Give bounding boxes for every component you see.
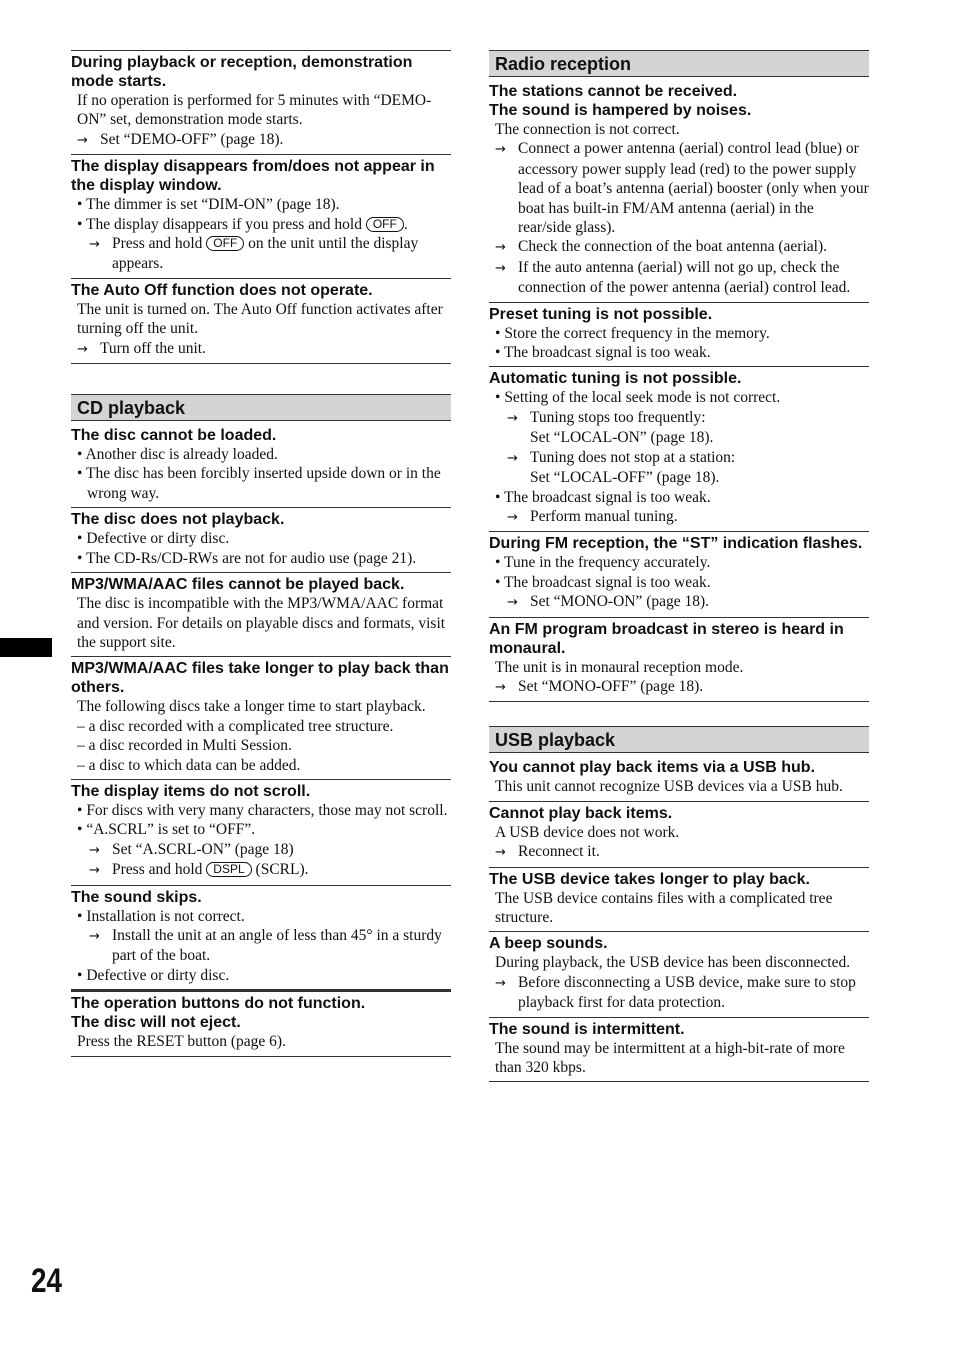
trouble-action: → Set “A.SCRL-ON” (page 18)	[71, 840, 451, 860]
trouble-block-scroll	[71, 780, 451, 886]
trouble-block-st-flashes	[489, 532, 869, 617]
bullet-item: • The CD-Rs/CD-RWs are not for audio use (page 21).	[77, 549, 417, 567]
arrow-icon: →	[495, 845, 506, 861]
trouble-action: → Set “MONO-OFF” (page 18).	[489, 677, 869, 697]
section-title-usb: USB playback	[489, 726, 869, 753]
trouble-text: Press the RESET button (page 6).	[77, 1033, 286, 1051]
trouble-heading: The USB device takes longer to play back.	[489, 870, 810, 888]
trouble-action: → If the auto antenna (aerial) will not go up, check the connection of the power antenna (aerial) control lead.	[495, 258, 851, 297]
trouble-action: → Set “DEMO-OFF” (page 18).	[71, 130, 451, 150]
left-column	[71, 50, 451, 1057]
arrow-icon: →	[495, 240, 506, 256]
dash-item: – a disc recorded in Multi Session.	[77, 737, 292, 755]
arrow-icon: →	[89, 842, 100, 858]
trouble-text: The USB device contains files with a complicated tree structure.	[495, 889, 833, 926]
trouble-heading: A beep sounds.	[489, 935, 608, 953]
trouble-block-cd-load	[71, 424, 451, 508]
trouble-text: The unit is turned on. The Auto Off function activates after turning off the unit.	[77, 300, 443, 338]
trouble-heading: Cannot play back items.	[489, 804, 673, 822]
bullet-item: • The disc has been forcibly inserted upside down or in the wrong way.	[77, 465, 441, 502]
trouble-block-buttons	[71, 990, 451, 1056]
trouble-block-display	[71, 155, 451, 279]
trouble-heading: Preset tuning is not possible.	[489, 305, 713, 323]
trouble-block-cd-playback	[71, 508, 451, 573]
trouble-text: The connection is not correct.	[495, 121, 680, 138]
trouble-block-intermittent	[489, 1018, 869, 1083]
trouble-action: → Turn off the unit.	[71, 339, 451, 359]
bullet-item: • Defective or dirty disc.	[77, 530, 230, 548]
trouble-text: During playback, the USB device has been disconnected.	[495, 954, 851, 972]
trouble-heading: MP3/WMA/AAC files take longer to play back than others.	[71, 660, 449, 697]
section-title-radio: Radio reception	[489, 50, 869, 77]
trouble-action: → Connect a power antenna (aerial) control lead (blue) or accessory power supply lead (red) to the power supply lead of a boat’s antenna (aerial) booster (only when your boat has built-in FM/AM antenna (aerial) in the rear/side glass).	[495, 140, 869, 237]
trouble-heading: MP3/WMA/AAC files cannot be played back.	[71, 576, 405, 594]
trouble-action: → Install the unit at an angle of less than 45° in a sturdy part of the boat.	[89, 926, 442, 965]
trouble-heading: The disc does not playback.	[71, 511, 285, 529]
trouble-block-auto-off	[71, 279, 451, 364]
trouble-action-detail: Set “LOCAL-ON” (page 18).	[530, 429, 714, 447]
trouble-heading: Automatic tuning is not possible.	[489, 370, 742, 388]
trouble-block-preset	[489, 303, 869, 368]
trouble-action-detail: Set “LOCAL-OFF” (page 18).	[530, 469, 720, 487]
arrow-icon: →	[507, 410, 518, 426]
trouble-text: The disc is incompatible with the MP3/WMA/AAC format and version. For details on playable discs and formats, visit the support site.	[77, 595, 446, 651]
bullet-item: • Tune in the frequency accurately.	[495, 554, 711, 572]
trouble-heading: You cannot play back items via a USB hub.	[489, 759, 816, 777]
bullet-item: • The dimmer is set “DIM-ON” (page 18).	[77, 196, 340, 214]
trouble-heading: During FM reception, the “ST” indication flashes.	[489, 535, 863, 553]
trouble-heading: The disc will not eject.	[71, 1014, 241, 1032]
trouble-action: → Check the connection of the boat antenna (aerial).	[489, 237, 869, 257]
trouble-block-usb-play	[489, 802, 869, 868]
page-number: 24	[31, 1262, 63, 1300]
arrow-icon: →	[507, 450, 518, 466]
bullet-item: • Another disc is already loaded.	[77, 446, 278, 464]
trouble-action: → Tuning does not stop at a station:	[489, 448, 869, 468]
trouble-heading: The Auto Off function does not operate.	[71, 281, 373, 299]
section-tab-marker	[0, 638, 52, 657]
bullet-item: • The broadcast signal is too weak.	[495, 488, 711, 506]
section-title-cd-playback: CD playback	[71, 394, 451, 421]
trouble-heading: The disc cannot be loaded.	[71, 427, 277, 445]
trouble-heading: The stations cannot be received.	[489, 83, 738, 100]
trouble-heading: The sound is intermittent.	[489, 1020, 685, 1038]
trouble-action: → Perform manual tuning.	[489, 507, 869, 527]
trouble-action: → Press and hold OFF on the unit until the display appears.	[89, 235, 419, 273]
bullet-item: • Store the correct frequency in the memory.	[495, 324, 770, 342]
trouble-block-monaural	[489, 618, 869, 703]
trouble-text: The unit is in monaural reception mode.	[495, 658, 744, 676]
trouble-text: A USB device does not work.	[495, 823, 680, 841]
trouble-heading: An FM program broadcast in stereo is heard in monaural.	[489, 620, 844, 657]
arrow-icon: →	[495, 142, 506, 158]
arrow-icon: →	[507, 509, 518, 525]
arrow-icon: →	[495, 260, 506, 276]
arrow-icon: →	[507, 595, 518, 611]
trouble-action: → Tuning stops too frequently:	[489, 408, 869, 428]
bullet-item: • “A.SCRL” is set to “OFF”.	[77, 821, 256, 839]
trouble-block-demo	[71, 50, 451, 155]
trouble-block-stations	[489, 80, 869, 303]
trouble-heading: The display disappears from/does not appear in the display window.	[71, 158, 435, 195]
trouble-block-mp3-longer	[71, 657, 451, 780]
dash-item: – a disc to which data can be added.	[77, 756, 301, 774]
arrow-icon: →	[77, 341, 88, 357]
arrow-icon: →	[89, 237, 100, 253]
trouble-block-usb-longer	[489, 868, 869, 933]
trouble-text: The following discs take a longer time to start playback.	[77, 698, 426, 716]
trouble-text: If no operation is performed for 5 minutes with “DEMO-ON” set, demonstration mode starts.	[77, 92, 432, 129]
trouble-block-usb-hub	[489, 756, 869, 801]
trouble-action: → Set “MONO-ON” (page 18).	[489, 592, 869, 612]
trouble-heading: The operation buttons do not function.	[71, 995, 366, 1013]
arrow-icon: →	[89, 863, 100, 879]
trouble-block-auto-tuning	[489, 367, 869, 532]
trouble-text: This unit cannot recognize USB devices via a USB hub.	[495, 778, 843, 796]
trouble-action: → Press and hold DSPL (SCRL).	[71, 860, 451, 880]
dash-item: – a disc recorded with a complicated tree structure.	[77, 717, 394, 735]
arrow-icon: →	[77, 132, 88, 148]
trouble-action: → Before disconnecting a USB device, make sure to stop playback first for data protection.	[495, 973, 856, 1012]
off-key-label: OFF	[206, 236, 244, 251]
off-key-label: OFF	[366, 217, 404, 232]
trouble-block-mp3-cannot	[71, 573, 451, 657]
trouble-action: → Reconnect it.	[489, 842, 869, 862]
trouble-text: The sound may be intermittent at a high-bit-rate of more than 320 kbps.	[495, 1039, 845, 1076]
bullet-item: • For discs with very many characters, those may not scroll.	[77, 801, 448, 819]
trouble-heading: The sound skips.	[71, 888, 202, 906]
bullet-item: • Setting of the local seek mode is not correct.	[495, 389, 781, 407]
arrow-icon: →	[495, 975, 506, 991]
bullet-item: • Installation is not correct.	[77, 907, 245, 925]
trouble-block-skips	[71, 886, 451, 991]
dspl-key-label: DSPL	[206, 862, 251, 877]
bullet-item: • Defective or dirty disc.	[77, 966, 230, 984]
trouble-heading: During playback or reception, demonstration mode starts.	[71, 54, 413, 90]
bullet-item: • The broadcast signal is too weak.	[495, 573, 711, 591]
bullet-item: • The display disappears if you press and hold OFF .	[77, 215, 408, 233]
bullet-item: • The broadcast signal is too weak.	[495, 344, 711, 362]
arrow-icon: →	[495, 679, 506, 695]
trouble-heading: The sound is hampered by noises.	[489, 102, 752, 119]
trouble-heading: The display items do not scroll.	[71, 782, 311, 800]
trouble-block-beep	[489, 932, 869, 1017]
arrow-icon: →	[89, 928, 100, 944]
right-column	[489, 50, 869, 1082]
